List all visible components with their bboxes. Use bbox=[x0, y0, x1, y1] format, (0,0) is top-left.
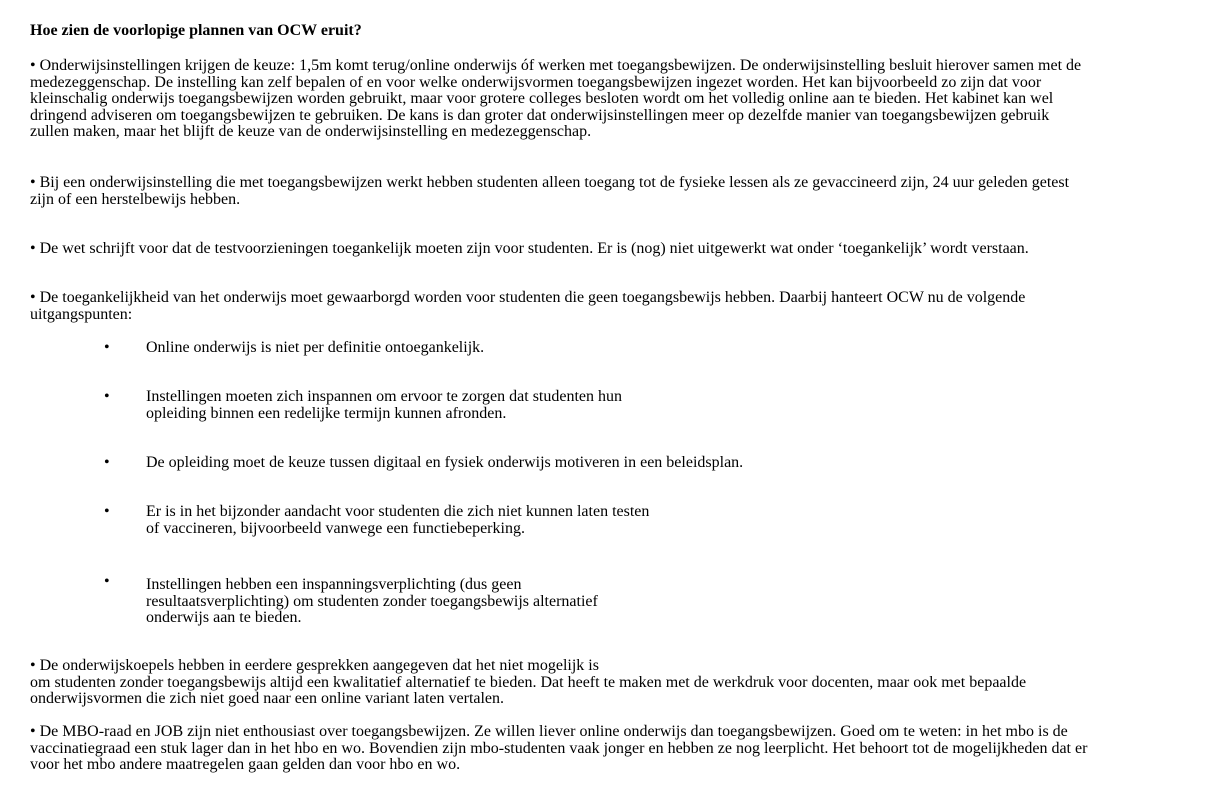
bullet-icon: • bbox=[104, 503, 110, 520]
paragraph-toegang bbox=[30, 175, 1205, 208]
text-line: opleiding binnen een redelijke termijn kunnen afronden. bbox=[146, 404, 507, 422]
text-line: vaccinatiegraad een stuk lager dan in het hbo en wo. Bovendien zijn mbo-studenten vaak jonger en hebben ze nog leerplicht. Het behoort tot de mogelijkheden dat er bbox=[30, 739, 1088, 757]
text-line: onderwijsvormen die zich niet goed naar een online variant laten vertalen. bbox=[30, 690, 505, 707]
text-line: • De MBO-raad en JOB zijn niet enthousiast over toegangsbewijzen. Ze willen liever online onderwijs dan toegangsbewijzen. Goed om te weten: in het mbo is de bbox=[30, 723, 1068, 740]
bullet-icon: • bbox=[104, 454, 110, 471]
text-line: • De toegankelijkheid van het onderwijs moet gewaarborgd worden voor studenten die geen toegangsbewijs hebben. Daarbij hanteert OCW nu de volgende bbox=[30, 289, 1026, 306]
text-line: zullen maken, maar het blijft de keuze van de onderwijsinstelling en medezeggenschap. bbox=[30, 123, 592, 140]
list-item-text bbox=[146, 340, 484, 357]
paragraph-onderwijskoepels bbox=[30, 658, 1205, 708]
bullet-icon: • bbox=[104, 388, 110, 405]
text-line: Instellingen moeten zich inspannen om ervoor te zorgen dat studenten hun bbox=[146, 388, 623, 405]
paragraph-mbo-raad bbox=[30, 724, 1205, 774]
text-line: voor het mbo andere maatregelen gaan gelden dan voor hbo en wo. bbox=[30, 756, 461, 773]
bullet-icon: • bbox=[104, 339, 110, 356]
paragraph-toegankelijkheid bbox=[30, 290, 1205, 323]
text-line: • De wet schrijft voor dat de testvoorzieningen toegankelijk moeten zijn voor studenten. Er is (nog) niet uitgewerkt wat onder ‘toegankelijk’ wordt verstaan. bbox=[30, 240, 1029, 257]
text-line: kleinschalig onderwijs toegangsbewijzen worden gebruikt, maar voor grotere colleges besloten wordt om het volledig online aan te bieden. Het kabinet kan wel bbox=[30, 90, 1054, 107]
text-line: • De onderwijskoepels hebben in eerdere gesprekken aangegeven dat het niet mogelijk is bbox=[30, 657, 599, 674]
text-line: Er is in het bijzonder aandacht voor studenten die zich niet kunnen laten testen bbox=[146, 503, 650, 520]
text-line: of vaccineren, bijvoorbeeld vanwege een functiebeperking. bbox=[146, 519, 525, 537]
text-line: uitgangspunten: bbox=[30, 305, 133, 323]
text-line: dringend adviseren om toegangsbewijzen te gebruiken. De kans is dan groter dat onderwijsinstellingen meer op dezelfde manier van toegangsbewijzen gebruik bbox=[30, 106, 1050, 124]
text-line: zijn of een herstelbewijs hebben. bbox=[30, 190, 241, 208]
text-line: • Bij een onderwijsinstelling die met toegangsbewijzen werkt hebben studenten alleen toegang tot de fysieke lessen als ze gevaccineerd zijn, 24 uur geleden getest bbox=[30, 174, 1070, 191]
text-line: Online onderwijs is niet per definitie ontoegankelijk. bbox=[146, 339, 485, 356]
text-line: om studenten zonder toegangsbewijs altijd een kwalitatief alternatief te bieden. Dat heeft te maken met de werkdruk voor docenten, maar ook met bepaalde bbox=[30, 673, 1027, 691]
text-line: De opleiding moet de keuze tussen digitaal en fysiek onderwijs motiveren in een beleidsplan. bbox=[146, 454, 744, 471]
text-line: Instellingen hebben een inspanningsverplichting (dus geen bbox=[146, 576, 522, 593]
bullet-icon: • bbox=[104, 573, 110, 590]
text-line: resultaatsverplichting) om studenten zonder toegangsbewijs alternatief bbox=[146, 592, 598, 610]
list-item-text bbox=[146, 389, 622, 422]
list-item-text bbox=[146, 577, 598, 627]
list-item-text bbox=[146, 455, 743, 472]
text-line: • Onderwijsinstellingen krijgen de keuze: 1,5m komt terug/online onderwijs óf werken met toegangsbewijzen. De onderwijsinstelling besluit hierover samen met de bbox=[30, 57, 1082, 74]
list-item-text bbox=[146, 504, 649, 537]
document-title: Hoe zien de voorlopige plannen van OCW eruit? bbox=[30, 22, 362, 39]
paragraph-keuze bbox=[30, 58, 1205, 141]
text-line: medezeggenschap. De instelling kan zelf bepalen of en voor welke onderwijsvormen toegangsbewijzen ingezet worden. Het kan bijvoorbeeld zo zijn dat voor bbox=[30, 73, 1042, 91]
text-line: onderwijs aan te bieden. bbox=[146, 609, 302, 626]
paragraph-testvoorzieningen bbox=[30, 241, 1205, 258]
